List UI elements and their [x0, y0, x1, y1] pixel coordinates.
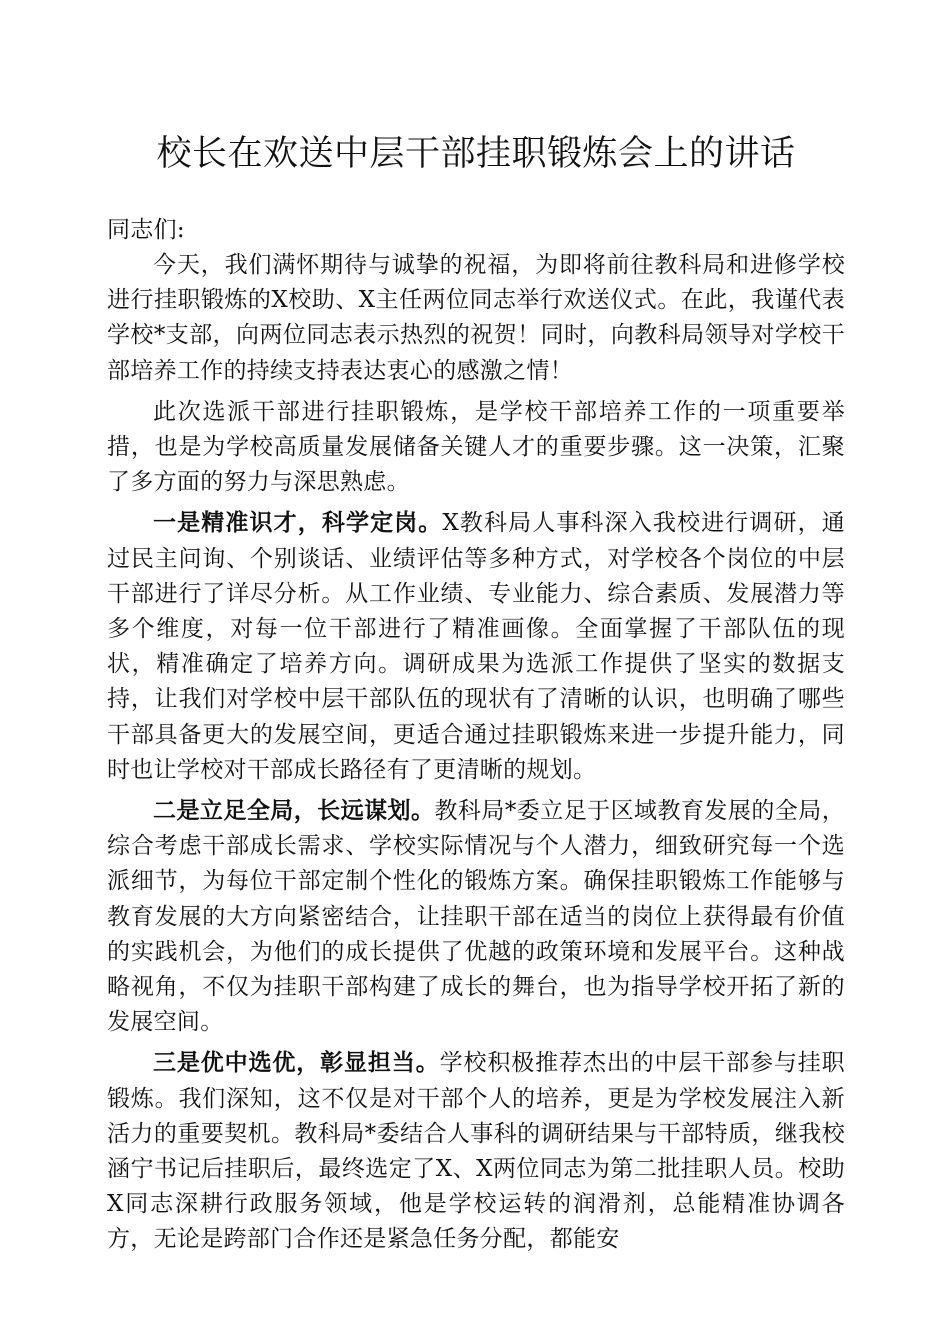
- paragraph-4-text: 教科局*委立足于区域教育发展的全局，综合考虑干部成长需求、学校实际情况与个人潜力，细致研究每一个选派细节，为每位干部定制个性化的锻炼方案。确保挂职锻炼工作能够与教育发展的大方向紧密结合，让挂职干部在适当的岗位上获得最有价值的实践机会，为他们的成长提供了优越的政策环境和发展平台。这种战略视角，不仅为挂职干部构建了成长的舞台，也为指导学校开拓了新的发展空间。: [107, 798, 845, 1036]
- paragraph-3: [107, 506, 845, 788]
- document-body: [107, 212, 845, 1258]
- paragraph-5-text: 学校积极推荐杰出的中层干部参与挂职锻炼。我们深知，这不仅是对干部个人的培养，更是为学校发展注入新活力的重要契机。教科局*委结合人事科的调研结果与干部特质，继我校涵宁书记后挂职后，最终选定了X、X两位同志为第二批挂职人员。校助X同志深耕行政服务领域，他是学校运转的润滑剂，总能精准协调各方，无论是跨部门合作还是紧急任务分配，都能安: [107, 1050, 845, 1253]
- paragraph-5: [107, 1046, 845, 1257]
- paragraph-3-text: X教科局人事科深入我校进行调研，通过民主问询、个别谈话、业绩评估等多种方式，对学校各个岗位的中层干部进行了详尽分析。从工作业绩、专业能力、综合素质、发展潜力等多个维度，对每一位干部进行了精准画像。全面掌握了干部队伍的现状，精准确定了培养方向。调研成果为选派工作提供了坚实的数据支持，让我们对学校中层干部队伍的现状有了清晰的认识，也明确了哪些干部具备更大的发展空间，更适合通过挂职锻炼来进一步提升能力，同时也让学校对干部成长路径有了更清晰的规划。: [107, 510, 845, 783]
- paragraph-2-text: 此次选派干部进行挂职锻炼，是学校干部培养工作的一项重要举措，也是为学校高质量发展储备关键人才的重要步骤。这一决策，汇聚了多方面的努力与深思熟虑。: [107, 398, 845, 496]
- paragraph-1: [107, 248, 845, 389]
- paragraph-4: [107, 794, 845, 1040]
- document-title: 校长在欢送中层干部挂职锻炼会上的讲话: [156, 134, 796, 174]
- paragraph-1-text: 今天，我们满怀期待与诚挚的祝福，为即将前往教科局和进修学校进行挂职锻炼的X校助、X主任两位同志举行欢送仪式。在此，我谨代表学校*支部，向两位同志表示热烈的祝贺！同时，向教科局领导对学校干部培养工作的持续支持表达衷心的感激之情！: [107, 252, 845, 384]
- paragraph-5-lead: 三是优中选优，彰显担当。: [153, 1050, 440, 1077]
- paragraph-2: [107, 395, 845, 501]
- paragraph-3-lead: 一是精准识才，科学定岗。: [153, 510, 443, 537]
- salutation: 同志们:: [107, 217, 185, 243]
- paragraph-4-lead: 二是立足全局，长远谋划。: [153, 798, 435, 825]
